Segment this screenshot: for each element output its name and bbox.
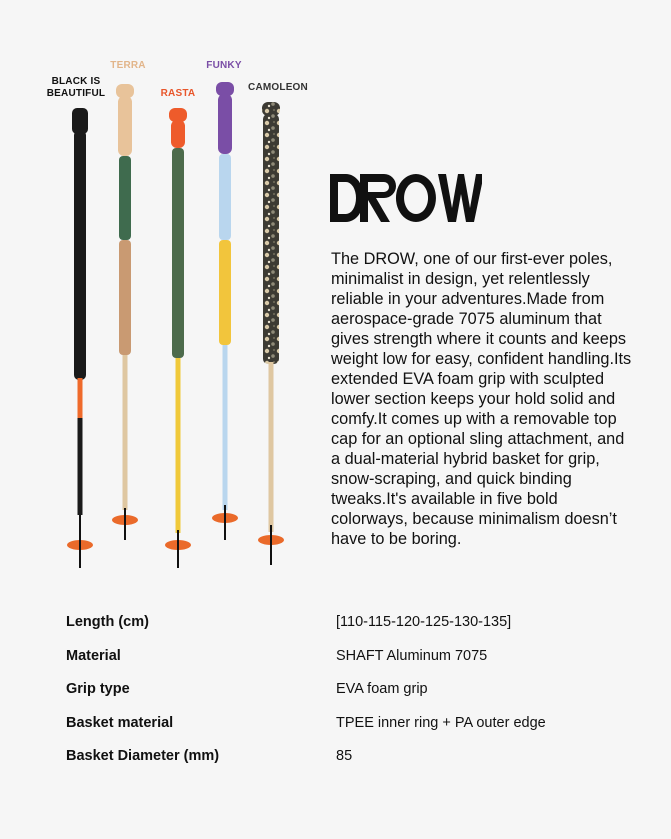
poles-illustration — [0, 0, 330, 590]
spec-value: [110-115-120-125-130-135] — [336, 614, 512, 630]
colorway-label-line1: FUNKY — [206, 60, 242, 71]
colorway-label-line1: RASTA — [160, 88, 196, 99]
pole-camoleon — [258, 102, 284, 565]
spec-row-grip-type — [66, 681, 626, 715]
spec-value: TPEE inner ring + PA outer edge — [336, 714, 546, 731]
pole-terra — [112, 84, 138, 540]
spec-row-length — [66, 614, 626, 648]
spec-value: 85 — [336, 748, 353, 764]
spec-label: Length (cm) — [66, 614, 149, 630]
colorway-label-line1: TERRA — [110, 60, 146, 71]
colorway-label-line2: BEAUTIFUL — [46, 88, 106, 99]
spec-row-material — [66, 648, 626, 682]
pole-black-is-beautiful — [67, 108, 93, 568]
product-description: The DROW, one of our first-ever poles, minimalist in design, yet relentlessly reliable in your adventures.Made from aerospace-grade 7075 aluminum that gives strength where it counts and keeps weight low for easy, confident handling.Its extended EVA foam grip with sculpted lower section keeps your hold solid and comfy.It comes up with a removable top cap for an optional sling attachment, and a dual-material hybrid basket for grip, snow-scraping, and quick binding tweaks.It's available in five bold colorways, because minimalism doesn’t have to be boring. — [331, 250, 632, 548]
pole-funky — [212, 82, 238, 540]
spec-value: EVA foam grip — [336, 681, 428, 697]
colorway-label-line1: CAMOLEON — [248, 82, 308, 93]
spec-label: Basket Diameter (mm) — [66, 748, 220, 764]
spec-value: SHAFT Aluminum 7075 — [336, 647, 488, 664]
spec-label: Grip type — [66, 681, 130, 697]
spec-label: Basket material — [66, 714, 174, 731]
colorway-label-line1: BLACK IS — [51, 76, 101, 87]
spec-row-basket-diameter — [66, 748, 626, 782]
pole-rasta — [165, 108, 191, 568]
drow-logo — [328, 172, 482, 224]
specs-table — [66, 614, 626, 782]
spec-row-basket-material — [66, 715, 626, 749]
spec-label: Material — [66, 647, 121, 664]
